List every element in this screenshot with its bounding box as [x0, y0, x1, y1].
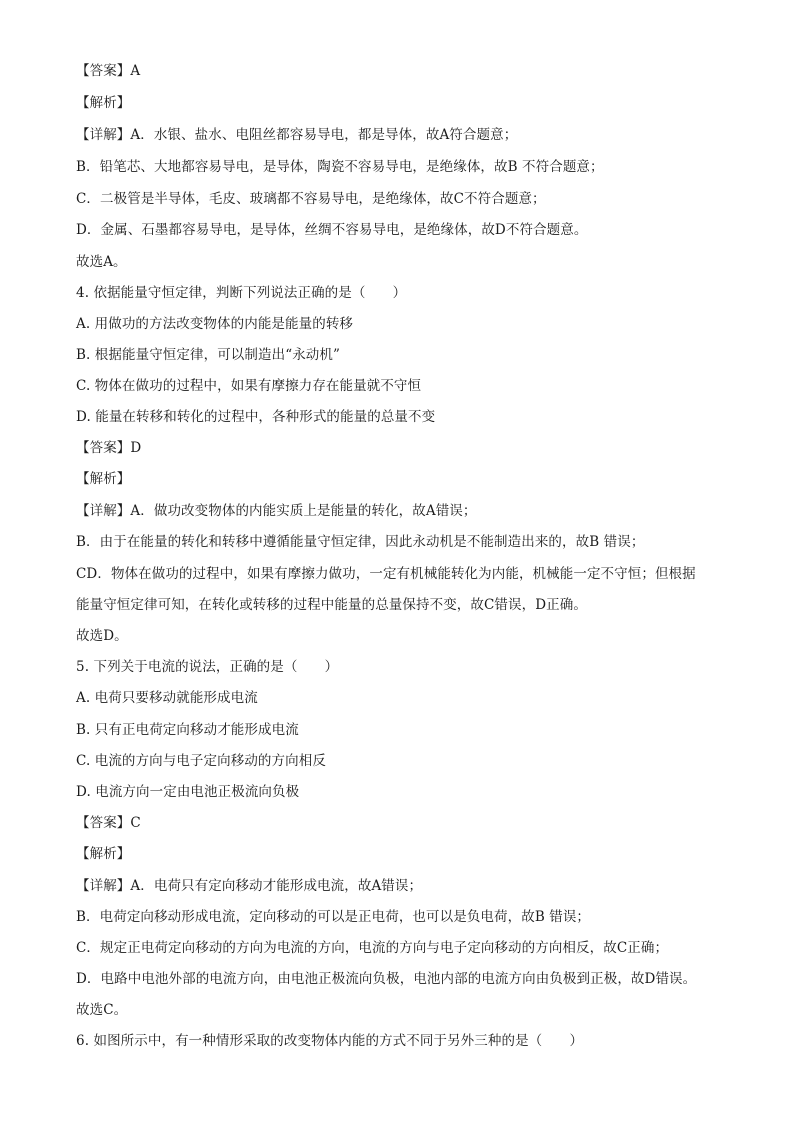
analysis-label-q4: 【解析】	[76, 471, 131, 487]
question-5-option-d: D. 电流方向一定由电池正极流向负极	[76, 784, 300, 800]
question-4-stem: 4. 依据能量守恒定律，判断下列说法正确的是（ ）	[76, 285, 407, 301]
detail-line: CD．物体在做功的过程中，如果有摩擦力做功，一定有机械能转化为内能，机械能一定不守恒；但根据	[76, 566, 696, 582]
detail-line: 【详解】A．电荷只有定向移动才能形成电流，故A错误；	[76, 878, 423, 894]
analysis-label-q3: 【解析】	[76, 95, 131, 111]
detail-line: C．二极管是半导体，毛皮、玻璃都不容易导电，是绝缘体，故C不符合题意；	[76, 191, 546, 207]
question-4-option-c: C. 物体在做功的过程中，如果有摩擦力存在能量就不守恒	[76, 378, 422, 394]
detail-line: B．电荷定向移动形成电流，定向移动的可以是正电荷，也可以是负电荷，故B 错误；	[76, 909, 591, 925]
detail-line: D．金属、石墨都容易导电，是导体，丝绸不容易导电，是绝缘体，故D不符合题意。	[76, 222, 588, 238]
question-5-option-c: C. 电流的方向与电子定向移动的方向相反	[76, 753, 326, 769]
answer-label-q4: 【答案】D	[76, 440, 142, 456]
answer-label-q5: 【答案】C	[76, 815, 141, 831]
detail-line: 【详解】A．做功改变物体的内能实质上是能量的转化，故A错误；	[76, 503, 477, 519]
question-4-option-d: D. 能量在转移和转化的过程中，各种形式的能量的总量不变	[76, 409, 436, 425]
question-5-option-a: A. 电荷只要移动就能形成电流	[76, 690, 258, 706]
detail-line: B．铅笔芯、大地都容易导电，是导体，陶瓷不容易导电，是绝缘体，故B 不符合题意；	[76, 159, 604, 175]
analysis-label-q5: 【解析】	[76, 846, 131, 862]
question-5-stem: 5. 下列关于电流的说法，正确的是（ ）	[76, 659, 339, 675]
conclusion-line: 故选C。	[76, 1002, 128, 1018]
question-5-option-b: B. 只有正电荷定向移动才能形成电流	[76, 722, 299, 738]
detail-line: B．由于在能量的转化和转移中遵循能量守恒定律，因此永动机是不能制造出来的，故B 错误；	[76, 534, 645, 550]
question-4-option-b: B. 根据能量守恒定律，可以制造出“永动机”	[76, 347, 341, 363]
detail-line: 能量守恒定律可知，在转化或转移的过程中能量的总量保持不变，故C错误，D正确。	[76, 597, 587, 613]
conclusion-line: 故选D。	[76, 628, 128, 644]
detail-line: 【详解】A．水银、盐水、电阻丝都容易导电，都是导体，故A符合题意；	[76, 127, 518, 143]
question-4-option-a: A. 用做功的方法改变物体的内能是能量的转移	[76, 316, 354, 332]
detail-line: C．规定正电荷定向移动的方向为电流的方向，电流的方向与电子定向移动的方向相反，故C正确；	[76, 940, 669, 956]
question-6-stem: 6. 如图所示中，有一种情形采取的改变物体内能的方式不同于另外三种的是（ ）	[76, 1033, 584, 1049]
conclusion-line: 故选A。	[76, 254, 127, 270]
detail-line: D．电路中电池外部的电流方向，由电池正极流向负极，电池内部的电流方向由负极到正极，故D错误。	[76, 971, 697, 987]
answer-label-q3: 【答案】A	[76, 63, 141, 79]
